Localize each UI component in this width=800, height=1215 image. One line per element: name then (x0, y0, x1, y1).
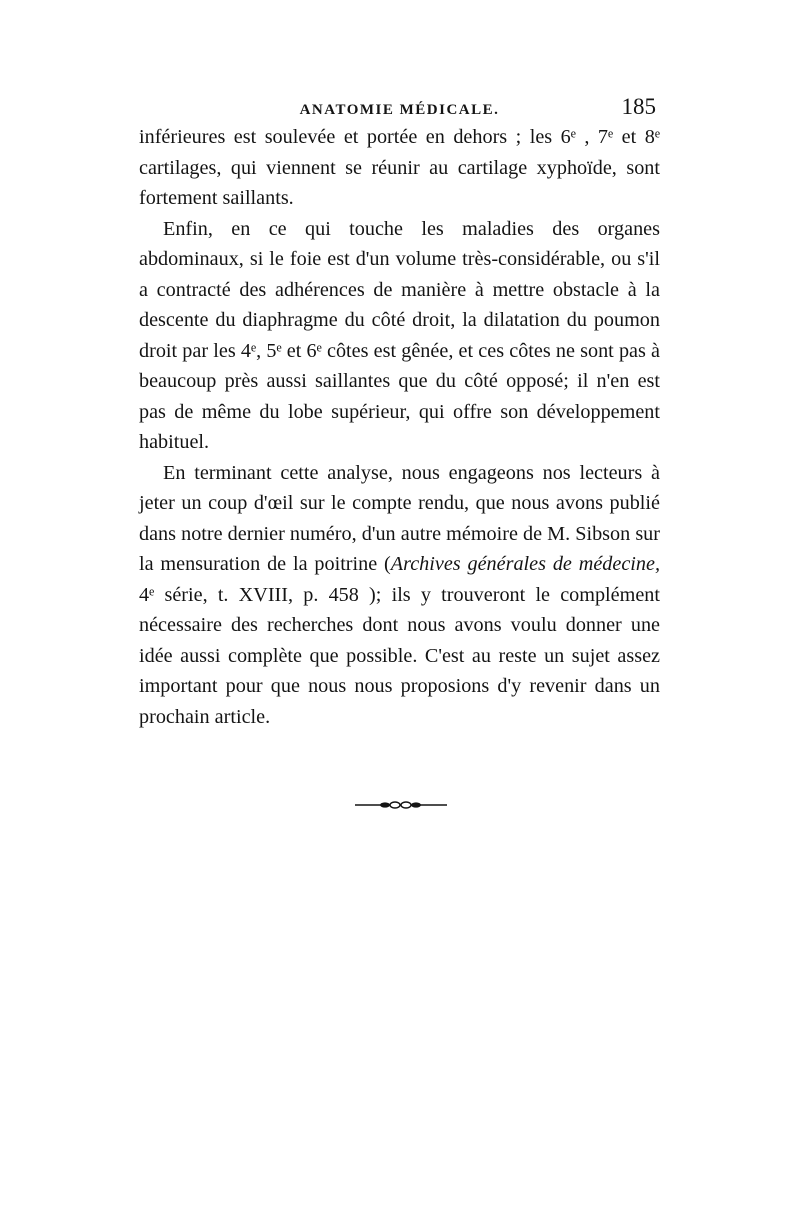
running-title: ANATOMIE MÉDICALE. (299, 102, 500, 118)
text-block (139, 122, 660, 732)
paragraph-abdominal-organs: Enfin, en ce qui touche les maladies des organes abdominaux, si le foie est d'un volume très-considérable, ou s'il a contracté des adhérences de manière à mettre obstacle à la descente du diaphragme du côté droit, la dilatation du poumon droit par les 4ᵉ, 5ᵉ et 6ᵉ côtes est gênée, et ces côtes ne sont pas à beaucoup près aussi saillantes que du côté opposé; il n'en est pas de même du lobe supérieur, qui offre son développement habituel. (139, 217, 660, 453)
journal-title: Archives générales de médecine, (390, 553, 660, 575)
conclusion-text-end: 4ᵉ série, t. XVIII, p. 458 ); ils y trouveront le complément nécessaire des recherches dont nous avons voulu donner une idée aussi complète que possible. C'est au reste un sujet assez important pour que nous nous proposions d'y revenir dans un prochain article. (139, 583, 660, 728)
paragraph-conclusion (139, 458, 660, 733)
conclusion-text-start: En terminant cette analyse, nous engageons nos lecteurs à jeter un coup d'œil sur le compte rendu, que nous avons publié dans notre dernier numéro, d'un autre mémoire de M. Sibson sur la mensuration de la poitrine ( (139, 461, 660, 575)
page-number: 185 (621, 94, 656, 119)
end-ornament-icon (355, 800, 447, 810)
paragraph-continuation: inférieures est soulevée et portée en dehors ; les 6ᵉ , 7ᵉ et 8ᵉ cartilages, qui viennent se réunir au cartilage xyphoïde, sont fortement saillants. (139, 126, 660, 209)
